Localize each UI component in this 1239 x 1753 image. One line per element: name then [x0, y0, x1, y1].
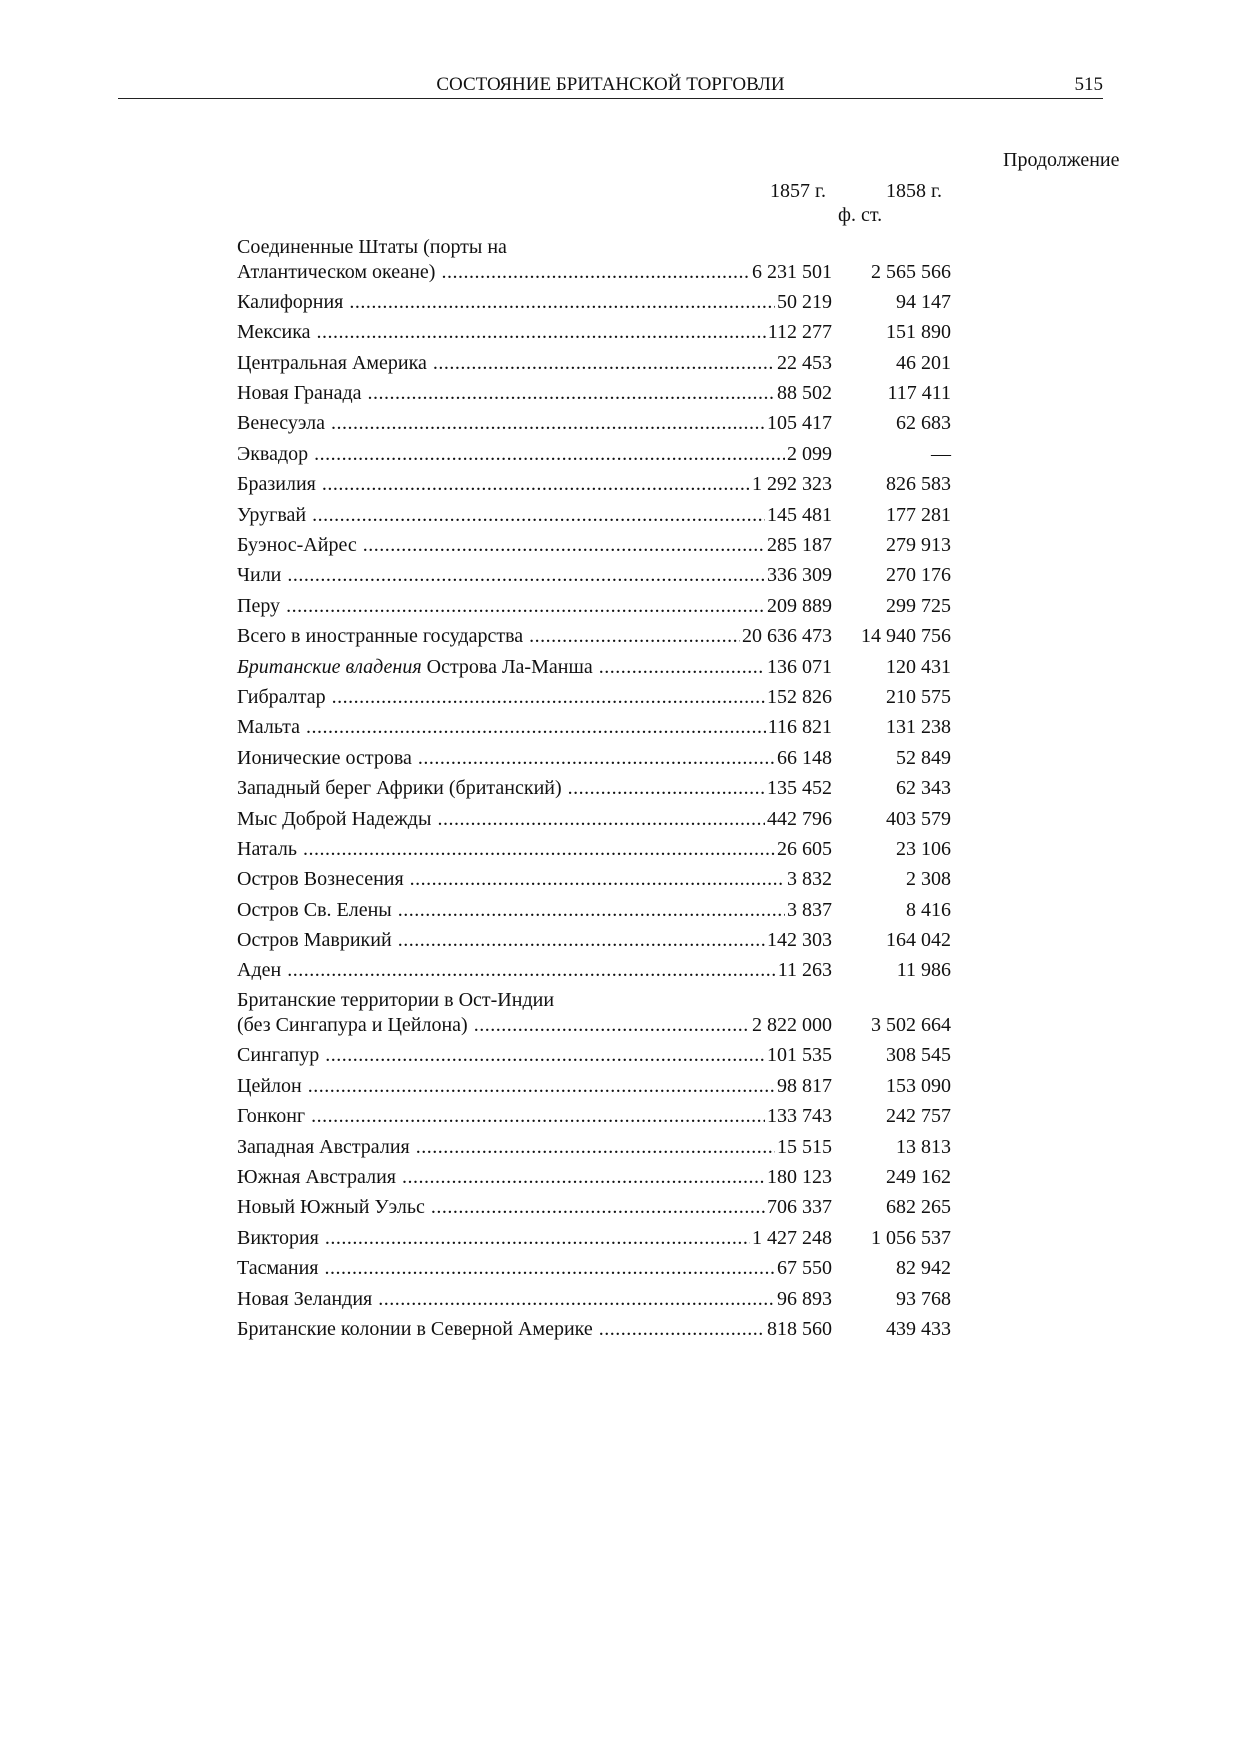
- row-name-text: Западный берег Африки (британский): [237, 777, 562, 800]
- value-1858: 242 757: [886, 1105, 951, 1128]
- value-1857: 116 821: [767, 716, 832, 739]
- row-line: [237, 1256, 832, 1280]
- table-row: [237, 867, 957, 897]
- dot-leader: [402, 1165, 765, 1189]
- dot-leader: [303, 837, 775, 861]
- table-row: [237, 1195, 957, 1225]
- row-name-text: Сингапур: [237, 1044, 320, 1067]
- row-name: [237, 655, 593, 679]
- table-row: [237, 1134, 957, 1164]
- dot-leader: [314, 442, 785, 466]
- row-name: [237, 837, 297, 861]
- value-1857: 145 481: [767, 503, 832, 526]
- row-name: [237, 563, 281, 587]
- table-row: [237, 1165, 957, 1195]
- row-line: [237, 928, 832, 952]
- table-row: [237, 472, 957, 502]
- row-line: [237, 685, 832, 709]
- value-1858: 52 849: [896, 746, 951, 769]
- row-name: [237, 503, 306, 527]
- value-1857: 11 263: [777, 959, 832, 982]
- dot-leader: [368, 381, 775, 405]
- running-header: [118, 74, 1103, 99]
- row-name-text: Острова Ла-Манша: [421, 655, 593, 678]
- row-name-text: Центральная Америка: [237, 351, 427, 374]
- row-name-text: Бразилия: [237, 473, 316, 496]
- row-name: [237, 1135, 410, 1159]
- row-line: [237, 655, 832, 679]
- dot-leader: [325, 1226, 750, 1250]
- table-row: [237, 1256, 957, 1286]
- table-row: [237, 624, 957, 654]
- row-line: [237, 1074, 832, 1098]
- table-row: [237, 1073, 957, 1103]
- row-line: [237, 503, 832, 527]
- table-row: [237, 837, 957, 867]
- row-name: [237, 807, 431, 831]
- value-1857: 98 817: [777, 1074, 832, 1097]
- row-name: [237, 867, 404, 891]
- value-1858: 299 725: [886, 594, 951, 617]
- row-name-italic: Британские владения: [237, 655, 422, 678]
- table-row: [237, 745, 957, 775]
- row-line: [237, 533, 832, 557]
- row-name: [237, 1165, 396, 1189]
- row-name-text: Калифорния: [237, 290, 344, 313]
- value-1858: 151 890: [886, 321, 951, 344]
- value-1857: 442 796: [767, 807, 832, 830]
- row-name: [237, 381, 362, 405]
- table-row: [237, 988, 957, 1043]
- value-1858: 2 565 566: [871, 260, 951, 283]
- value-1857: 112 277: [767, 321, 832, 344]
- row-name: [237, 1287, 372, 1311]
- row-name: [237, 290, 343, 314]
- value-1857: 50 219: [777, 290, 832, 313]
- value-1858: 177 281: [886, 503, 951, 526]
- row-name-text: Мыс Доброй Надежды: [237, 807, 432, 830]
- row-name-text: Атлантическом океане): [237, 260, 436, 283]
- value-1857: 1 427 248: [752, 1226, 832, 1249]
- row-name: [237, 442, 308, 466]
- row-line: [237, 290, 832, 314]
- row-line: [237, 1135, 832, 1159]
- row-name-text: Аден: [237, 959, 282, 982]
- row-name-text: Остров Св. Елены: [237, 898, 392, 921]
- dot-leader: [474, 1013, 750, 1037]
- value-1858: 439 433: [886, 1317, 951, 1340]
- row-name: [237, 1043, 319, 1067]
- value-1857: 88 502: [777, 382, 832, 405]
- dot-leader: [332, 685, 765, 709]
- dot-leader: [599, 655, 765, 679]
- row-name: [237, 1074, 302, 1098]
- value-1857: 96 893: [777, 1287, 832, 1310]
- dot-leader: [349, 290, 775, 314]
- row-name-text: Западная Австралия: [237, 1135, 410, 1158]
- value-1858: 14 940 756: [861, 625, 951, 648]
- value-1857: 20 636 473: [742, 625, 832, 648]
- row-line: [237, 898, 832, 922]
- value-1857: 1 292 323: [752, 473, 832, 496]
- row-name-text: Перу: [237, 594, 281, 617]
- dot-leader: [287, 563, 765, 587]
- row-name: [237, 1226, 319, 1250]
- table-row: [237, 1225, 957, 1255]
- dot-leader: [433, 351, 775, 375]
- row-name: [237, 1195, 425, 1219]
- row-line: [237, 624, 832, 648]
- row-line: [237, 1287, 832, 1311]
- value-1858: 117 411: [887, 382, 951, 405]
- value-1857: 336 309: [767, 564, 832, 587]
- row-name-text: Виктория: [237, 1226, 319, 1249]
- row-name: [237, 411, 325, 435]
- row-name-text: Остров Маврикий: [237, 929, 392, 952]
- value-1858: 11 986: [896, 959, 951, 982]
- row-line: [237, 381, 832, 405]
- row-line: [237, 442, 832, 466]
- dot-leader: [312, 503, 765, 527]
- row-name: [237, 746, 412, 770]
- value-1858: 279 913: [886, 534, 951, 557]
- value-1858: 46 201: [896, 351, 951, 374]
- row-line: [237, 1317, 832, 1341]
- continuation-note: Продолжение: [1003, 149, 1120, 171]
- table-row: [237, 502, 957, 532]
- row-name: [237, 472, 316, 496]
- row-name-text: Новый Южный Уэльс: [237, 1196, 425, 1219]
- row-name-first-line: Соединенные Штаты (порты на: [237, 236, 507, 258]
- dot-leader: [398, 898, 785, 922]
- row-name-text: Наталь: [237, 837, 297, 860]
- running-title: СОСТОЯНИЕ БРИТАНСКОЙ ТОРГОВЛИ: [436, 74, 785, 95]
- row-name-text: Южная Австралия: [237, 1165, 396, 1188]
- dot-leader: [418, 746, 775, 770]
- row-name: [237, 351, 427, 375]
- row-name-text: Ионические острова: [237, 746, 412, 769]
- value-1858: 164 042: [886, 929, 951, 952]
- value-1858: —: [931, 442, 951, 465]
- row-name: [237, 1256, 318, 1280]
- table-row: [237, 806, 957, 836]
- dot-leader: [599, 1317, 765, 1341]
- table-row: [237, 776, 957, 806]
- table-row: [237, 715, 957, 745]
- value-1858: 3 502 664: [871, 1013, 951, 1036]
- table-row: [237, 685, 957, 715]
- row-name-text: Британские колонии в Северной Америке: [237, 1317, 593, 1340]
- row-name: [237, 320, 311, 344]
- row-name: [237, 1317, 593, 1341]
- value-1858: 682 265: [886, 1196, 951, 1219]
- value-1858: 93 768: [896, 1287, 951, 1310]
- row-name-text: Эквадор: [237, 442, 309, 465]
- table-row: [237, 958, 957, 988]
- row-line: [237, 1165, 832, 1189]
- row-name-text: (без Сингапура и Цейлона): [237, 1013, 468, 1036]
- row-name: [237, 624, 523, 648]
- value-1858: 249 162: [886, 1165, 951, 1188]
- value-1858: 403 579: [886, 807, 951, 830]
- value-1858: 13 813: [896, 1135, 951, 1158]
- row-name-text: Чили: [237, 564, 282, 587]
- dot-leader: [322, 472, 750, 496]
- dot-leader: [416, 1135, 775, 1159]
- value-1857: 67 550: [777, 1257, 832, 1280]
- value-1857: 2 099: [787, 442, 832, 465]
- dot-leader: [363, 533, 765, 557]
- table-row: [237, 897, 957, 927]
- value-1857: 15 515: [777, 1135, 832, 1158]
- value-1858: 826 583: [886, 473, 951, 496]
- row-name-text: Остров Вознесения: [237, 868, 404, 891]
- row-name: [237, 1013, 468, 1037]
- row-name: [237, 776, 562, 800]
- dot-leader: [324, 1256, 775, 1280]
- row-line: [237, 351, 832, 375]
- row-line: [237, 807, 832, 831]
- row-name: [237, 260, 435, 284]
- value-1858: 131 238: [886, 716, 951, 739]
- dot-leader: [306, 715, 766, 739]
- dot-leader: [431, 1195, 765, 1219]
- table-row: [237, 563, 957, 593]
- value-1857: 3 832: [787, 868, 832, 891]
- row-name-text: Новая Зеландия: [237, 1287, 373, 1310]
- row-line: [237, 1104, 832, 1128]
- column-unit-label: ф. ст.: [838, 204, 883, 226]
- dot-leader: [378, 1287, 775, 1311]
- row-line: [237, 867, 832, 891]
- value-1858: 210 575: [886, 685, 951, 708]
- value-1857: 818 560: [767, 1317, 832, 1340]
- table-row: [237, 1043, 957, 1073]
- value-1858: 94 147: [896, 290, 951, 313]
- row-name-text: Тасмания: [237, 1257, 319, 1280]
- value-1857: 133 743: [767, 1105, 832, 1128]
- dot-leader: [568, 776, 765, 800]
- dot-leader: [325, 1043, 765, 1067]
- row-line: [237, 563, 832, 587]
- row-line: [237, 320, 832, 344]
- row-line: [237, 1195, 832, 1219]
- row-name-first-line: Британские территории в Ост-Индии: [237, 989, 555, 1012]
- dot-leader: [287, 958, 776, 982]
- value-1858: 308 545: [886, 1044, 951, 1067]
- dot-leader: [529, 624, 740, 648]
- value-1857: 135 452: [767, 777, 832, 800]
- row-name: [237, 1104, 305, 1128]
- value-1857: 209 889: [767, 594, 832, 617]
- table-row: [237, 1286, 957, 1316]
- column-header-1857: 1857 г.: [770, 180, 826, 202]
- row-name-text: Уругвай: [237, 503, 307, 526]
- value-1857: 22 453: [777, 351, 832, 374]
- row-line: [237, 1043, 832, 1067]
- dot-leader: [331, 411, 765, 435]
- value-1858: 120 431: [886, 655, 951, 678]
- table-row: [237, 320, 957, 350]
- row-name-text: Мексика: [237, 321, 311, 344]
- row-name: [237, 533, 357, 557]
- dot-leader: [308, 1074, 775, 1098]
- row-name-text: Гонконг: [237, 1105, 306, 1128]
- value-1857: 6 231 501: [752, 260, 832, 283]
- row-name: [237, 898, 392, 922]
- value-1857: 152 826: [767, 685, 832, 708]
- value-1857: 706 337: [767, 1196, 832, 1219]
- row-line: [237, 411, 832, 435]
- table-row: [237, 928, 957, 958]
- row-line: [237, 776, 832, 800]
- row-name-text: Венесуэла: [237, 412, 325, 435]
- trade-table: [237, 235, 957, 1347]
- value-1857: 180 123: [767, 1165, 832, 1188]
- value-1857: 285 187: [767, 534, 832, 557]
- row-name: [237, 958, 281, 982]
- value-1858: 270 176: [886, 564, 951, 587]
- row-name: [237, 928, 392, 952]
- value-1858: 153 090: [886, 1074, 951, 1097]
- row-line: [237, 1013, 832, 1037]
- value-1858: 8 416: [906, 898, 951, 921]
- value-1858: 82 942: [896, 1257, 951, 1280]
- row-line: [237, 472, 832, 496]
- value-1857: 26 605: [777, 837, 832, 860]
- dot-leader: [437, 807, 765, 831]
- row-line: [237, 746, 832, 770]
- row-line: [237, 1226, 832, 1250]
- row-line: [237, 958, 832, 982]
- table-row: [237, 381, 957, 411]
- row-line: [237, 837, 832, 861]
- table-row: [237, 290, 957, 320]
- row-line: [237, 594, 832, 618]
- value-1857: 101 535: [767, 1044, 832, 1067]
- row-line: [237, 715, 832, 739]
- table-row: [237, 533, 957, 563]
- value-1857: 142 303: [767, 929, 832, 952]
- value-1858: 1 056 537: [871, 1226, 951, 1249]
- row-name-text: Новая Гранада: [237, 382, 362, 405]
- dot-leader: [441, 260, 750, 284]
- table-row: [237, 654, 957, 684]
- dot-leader: [317, 320, 766, 344]
- table-row: [237, 411, 957, 441]
- value-1858: 2 308: [906, 868, 951, 891]
- row-name: [237, 715, 300, 739]
- table-row: [237, 1317, 957, 1347]
- value-1858: 23 106: [896, 837, 951, 860]
- value-1858: 62 343: [896, 777, 951, 800]
- dot-leader: [286, 594, 765, 618]
- dot-leader: [311, 1104, 765, 1128]
- page-number: 515: [1074, 74, 1103, 95]
- row-line: [237, 260, 832, 284]
- table-row: [237, 1104, 957, 1134]
- column-header-1858: 1858 г.: [886, 180, 942, 202]
- dot-leader: [410, 867, 785, 891]
- row-name-text: Всего в иностранные государства: [237, 625, 524, 648]
- value-1857: 2 822 000: [752, 1013, 832, 1036]
- table-row: [237, 441, 957, 471]
- row-name-text: Цейлон: [237, 1074, 302, 1097]
- table-row: [237, 350, 957, 380]
- row-name-text: Буэнос-Айрес: [237, 534, 357, 557]
- row-name-text: Мальта: [237, 716, 301, 739]
- row-name-text: Гибралтар: [237, 685, 326, 708]
- table-row: [237, 593, 957, 623]
- value-1857: 105 417: [767, 412, 832, 435]
- value-1857: 136 071: [767, 655, 832, 678]
- value-1857: 66 148: [777, 746, 832, 769]
- row-name: [237, 594, 280, 618]
- dot-leader: [398, 928, 765, 952]
- row-name: [237, 685, 326, 709]
- value-1857: 3 837: [787, 898, 832, 921]
- value-1858: 62 683: [896, 412, 951, 435]
- table-row: [237, 235, 957, 290]
